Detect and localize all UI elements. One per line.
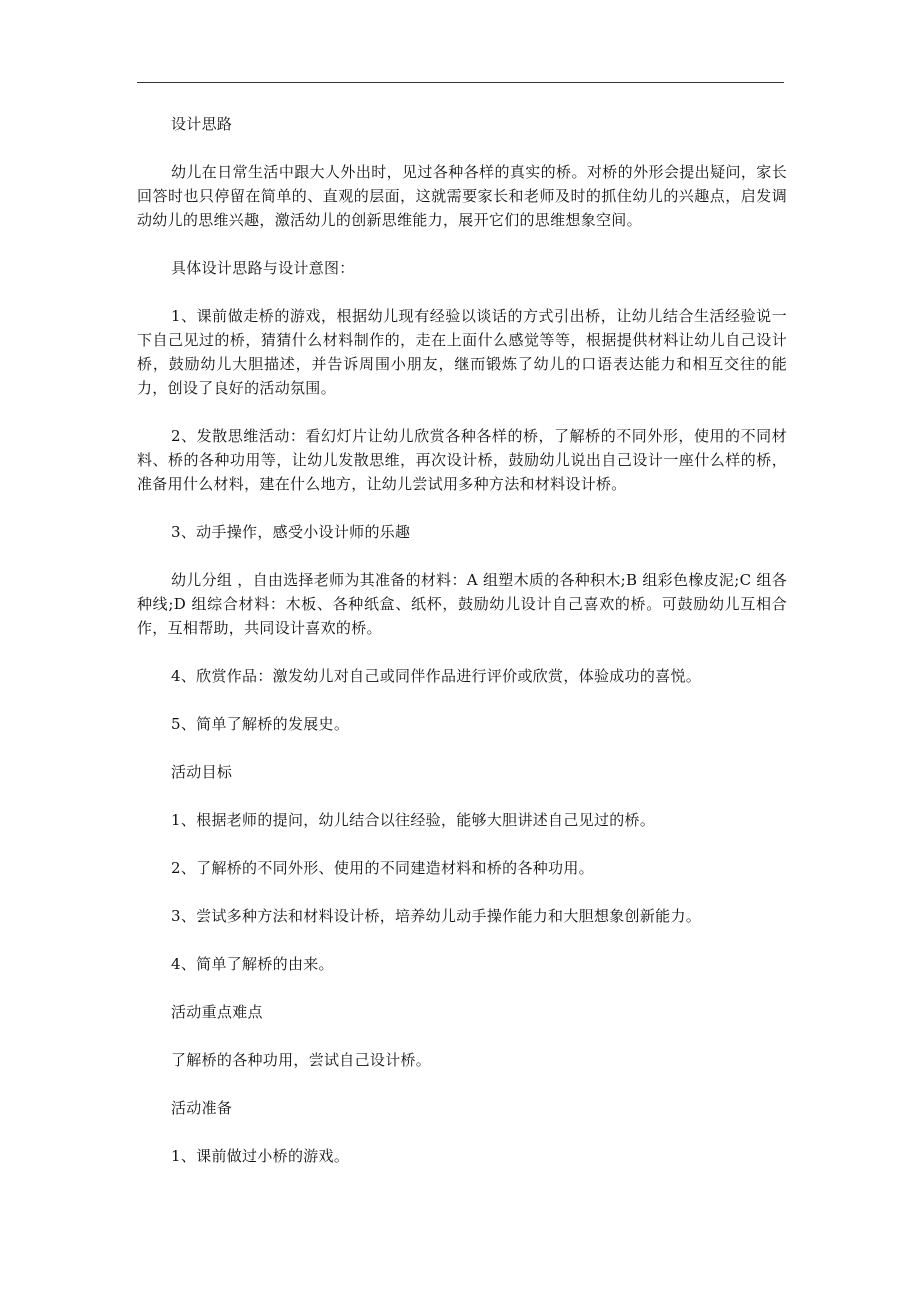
paragraph-key-points: 了解桥的各种功用，尝试自己设计桥。 <box>171 1051 432 1069</box>
list-item-design-3: 3、动手操作，感受小设计师的乐趣 <box>171 523 411 541</box>
document-body <box>137 112 787 1192</box>
list-item-goal-2: 2、了解桥的不同外形、使用的不同建造材料和桥的各种功用。 <box>171 859 594 877</box>
section-heading-design-ideas: 设计思路 <box>171 115 233 133</box>
section-heading-goals: 活动目标 <box>171 763 233 781</box>
list-item-goal-4: 4、简单了解桥的由来。 <box>171 955 334 973</box>
section-heading-key-points: 活动重点难点 <box>171 1003 263 1021</box>
list-item-goal-3: 3、尝试多种方法和材料设计桥，培养幼儿动手操作能力和大胆想象创新能力。 <box>171 907 702 925</box>
paragraph-intro: 幼儿在日常生活中跟大人外出时，见过各种各样的真实的桥。对桥的外形会提出疑问，家长回答时也只停留在简单的、直观的层面，这就需要家长和老师及时的抓住幼儿的兴趣点，启发调动幼儿的思维兴趣，激活幼儿的创新思维能力，展开它们的思维想象空间。 <box>137 163 787 229</box>
paragraph-grouping: 幼儿分组 ，自由选择老师为其准备的材料：A 组塑木质的各种积木;B 组彩色橡皮泥;C 组各种线;D 组综合材料：木板、各种纸盒、纸杯，鼓励幼儿设计自己喜欢的桥。可鼓励幼儿互相合作，互相帮助，共同设计喜欢的桥。 <box>137 571 788 637</box>
header-rule <box>137 82 784 83</box>
list-item-design-4: 4、欣赏作品：激发幼儿对自己或同伴作品进行评价或欣赏，体验成功的喜悦。 <box>171 667 702 685</box>
list-item-goal-1: 1、根据老师的提问，幼儿结合以往经验，能够大胆讲述自己见过的桥。 <box>171 811 656 829</box>
list-item-design-1: 1、课前做走桥的游戏，根据幼儿现有经验以谈话的方式引出桥，让幼儿结合生活经验说一下自己见过的桥，猜猜什么材料制作的，走在上面什么感觉等等，根据提供材料让幼儿自己设计桥，鼓励幼儿大胆描述，并告诉周围小朋友，继而锻炼了幼儿的口语表达能力和相互交往的能力，创设了良好的活动氛围。 <box>137 307 787 397</box>
section-heading-preparation: 活动准备 <box>171 1099 233 1117</box>
list-item-design-2: 2、发散思维活动：看幻灯片让幼儿欣赏各种各样的桥，了解桥的不同外形，使用的不同材料、桥的各种功用等，让幼儿发散思维，再次设计桥，鼓励幼儿说出自己设计一座什么样的桥，准备用什么材料，建在什么地方，让幼儿尝试用多种方法和材料设计桥。 <box>137 427 787 493</box>
section-heading-design-intent: 具体设计思路与设计意图： <box>171 259 355 277</box>
list-item-design-5: 5、简单了解桥的发展史。 <box>171 715 350 733</box>
list-item-preparation-1: 1、课前做过小桥的游戏。 <box>171 1147 350 1165</box>
